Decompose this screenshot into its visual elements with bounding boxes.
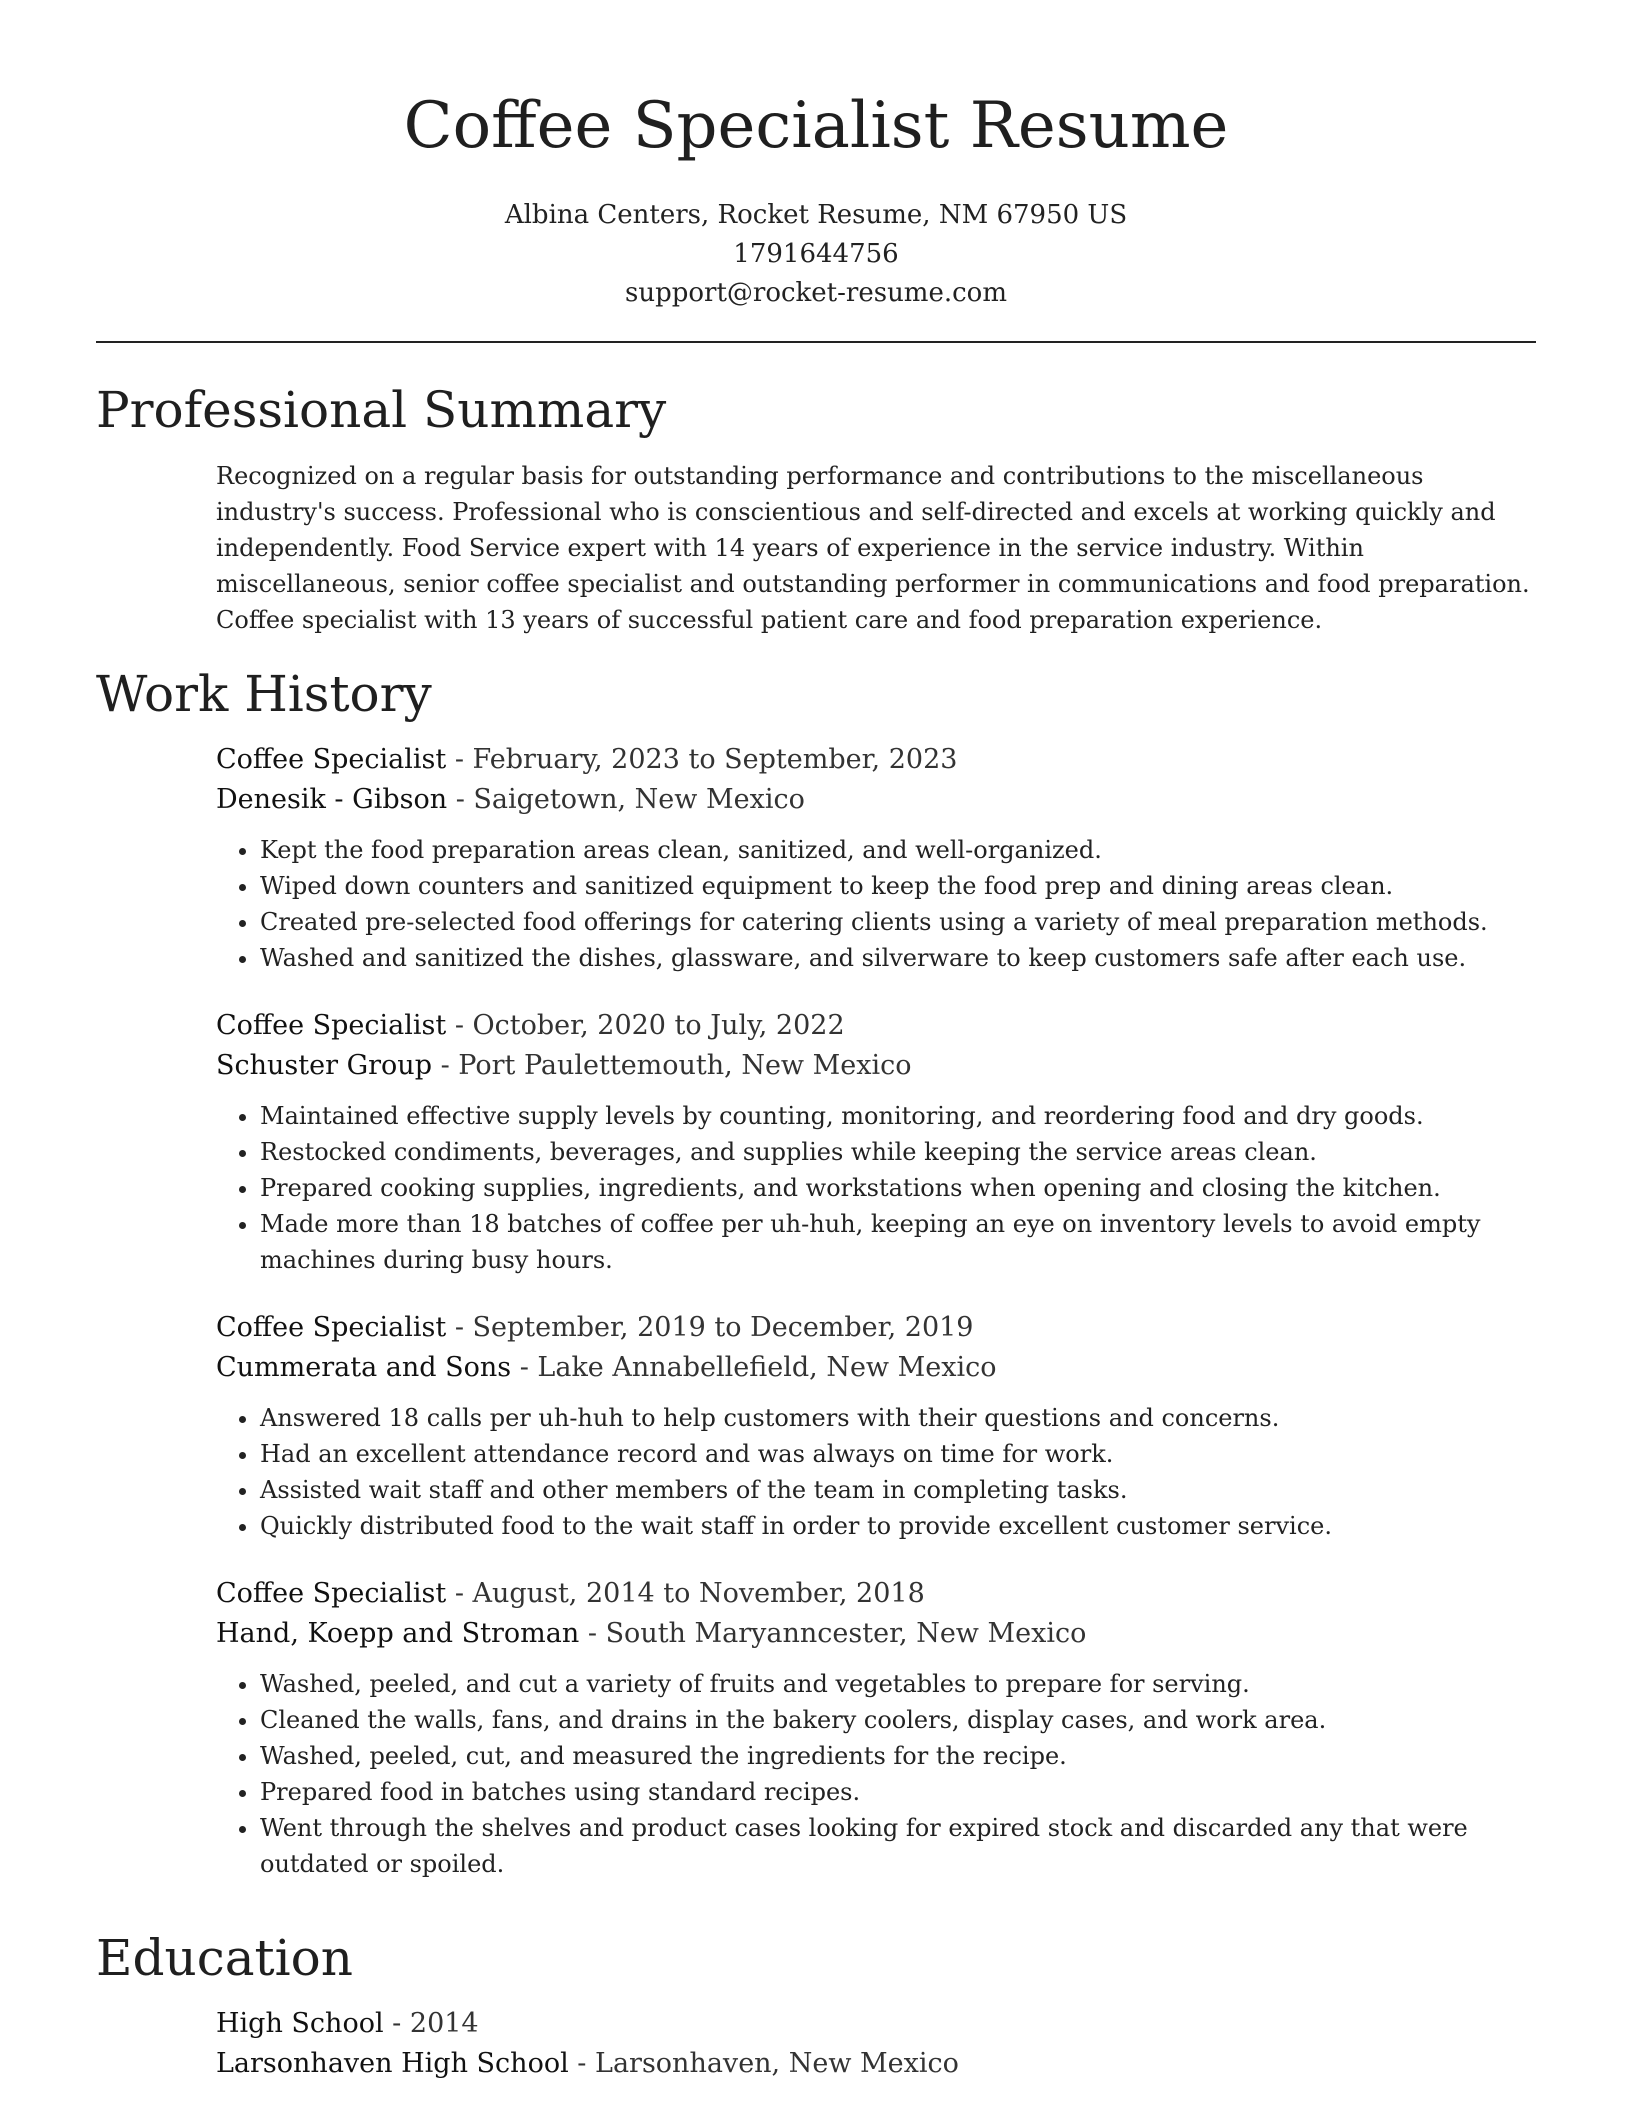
job-role: Coffee Specialist	[216, 1578, 447, 1609]
list-item: • Assisted wait staff and other members of the team in completing tasks.	[260, 1472, 1536, 1508]
jobs-list	[216, 740, 1536, 1882]
job-dates: September, 2019 to December, 2019	[472, 1312, 974, 1343]
job-location: Saigetown, New Mexico	[473, 784, 805, 815]
education-location: Larsonhaven, New Mexico	[595, 2048, 959, 2079]
job-company-line	[216, 1046, 1536, 1086]
work-history-section	[96, 664, 1536, 1882]
separator: -	[446, 744, 473, 775]
education-degree-line	[216, 2004, 1536, 2044]
list-item: • Had an excellent attendance record and was always on time for work.	[260, 1436, 1536, 1472]
list-item: • Cleaned the walls, fans, and drains in the bakery coolers, display cases, and work area.	[260, 1702, 1536, 1738]
job-company: Cummerata and Sons	[216, 1352, 512, 1383]
separator: -	[511, 1352, 538, 1383]
job-entry	[216, 1006, 1536, 1278]
job-title-line	[216, 1006, 1536, 1046]
list-item: • Maintained effective supply levels by counting, monitoring, and reordering food and dry goods.	[260, 1098, 1536, 1134]
separator: -	[579, 1618, 606, 1649]
job-entry	[216, 740, 1536, 976]
job-title-line	[216, 740, 1536, 780]
job-dates: October, 2020 to July, 2022	[472, 1010, 845, 1041]
job-company-line	[216, 1348, 1536, 1388]
education-year: 2014	[409, 2008, 479, 2039]
separator: -	[568, 2048, 596, 2079]
summary-section	[96, 380, 1536, 638]
list-item: • Washed, peeled, cut, and measured the ingredients for the recipe.	[260, 1738, 1536, 1774]
job-entry	[216, 1308, 1536, 1544]
education-school: Larsonhaven High School	[216, 2048, 569, 2079]
list-item: • Quickly distributed food to the wait staff in order to provide excellent customer service.	[260, 1508, 1536, 1544]
education-degree: High School	[216, 2008, 384, 2039]
education-entry	[216, 2004, 1536, 2084]
job-location: Port Paulettemouth, New Mexico	[458, 1050, 912, 1081]
list-item: • Washed and sanitized the dishes, glassware, and silverware to keep customers safe after each use.	[260, 940, 1536, 976]
job-company-line	[216, 1614, 1536, 1654]
list-item: • Prepared cooking supplies, ingredients, and workstations when opening and closing the kitchen.	[260, 1170, 1536, 1206]
separator: -	[446, 1312, 473, 1343]
job-company: Denesik - Gibson	[216, 784, 448, 815]
job-title-line	[216, 1574, 1536, 1614]
list-item: • Kept the food preparation areas clean, sanitized, and well-organized.	[260, 832, 1536, 868]
job-role: Coffee Specialist	[216, 1312, 447, 1343]
job-dates: August, 2014 to November, 2018	[472, 1578, 925, 1609]
list-item: • Created pre-selected food offerings for catering clients using a variety of meal preparation methods.	[260, 904, 1536, 940]
contact-phone: 1791644756	[733, 239, 899, 269]
contact-address: Albina Centers, Rocket Resume, NM 67950 US	[504, 200, 1128, 230]
separator: -	[446, 1578, 473, 1609]
separator: -	[431, 1050, 459, 1081]
job-bullets	[216, 1666, 1536, 1882]
job-role: Coffee Specialist	[216, 1010, 447, 1041]
resume-header	[96, 86, 1536, 313]
job-entry	[216, 1574, 1536, 1882]
job-bullets	[216, 1098, 1536, 1278]
separator: -	[383, 2008, 410, 2039]
job-company: Hand, Koepp and Stroman	[216, 1618, 580, 1649]
education-section	[96, 1928, 1536, 2084]
education-heading: Education	[96, 1929, 353, 1987]
job-location: South Maryanncester, New Mexico	[605, 1618, 1087, 1649]
list-item: • Prepared food in batches using standard recipes.	[260, 1774, 1536, 1810]
list-item: • Made more than 18 batches of coffee per uh-huh, keeping an eye on inventory levels to avoid empty machines during busy hours.	[260, 1206, 1536, 1278]
list-item: • Went through the shelves and product cases looking for expired stock and discarded any that were outdated or spoiled.	[260, 1810, 1536, 1882]
job-title-line	[216, 1308, 1536, 1348]
summary-heading: Professional Summary	[96, 381, 667, 439]
education-body	[216, 2004, 1536, 2084]
job-company-line	[216, 780, 1536, 820]
resume-title: Coffee Specialist Resume	[403, 89, 1229, 163]
list-item: • Restocked condiments, beverages, and supplies while keeping the service areas clean.	[260, 1134, 1536, 1170]
job-bullets	[216, 832, 1536, 976]
list-item: • Washed, peeled, and cut a variety of fruits and vegetables to prepare for serving.	[260, 1666, 1536, 1702]
job-company: Schuster Group	[216, 1050, 432, 1081]
header-divider	[96, 341, 1536, 343]
job-role: Coffee Specialist	[216, 744, 447, 775]
list-item: • Wiped down counters and sanitized equipment to keep the food prep and dining areas clean.	[260, 868, 1536, 904]
job-location: Lake Annabellefield, New Mexico	[537, 1352, 997, 1383]
separator: -	[447, 784, 474, 815]
job-dates: February, 2023 to September, 2023	[472, 744, 958, 775]
contact-email: support@rocket-resume.com	[624, 278, 1007, 308]
job-bullets	[216, 1400, 1536, 1544]
list-item: • Answered 18 calls per uh-huh to help customers with their questions and concerns.	[260, 1400, 1536, 1436]
summary-text: Recognized on a regular basis for outstanding performance and contributions to the miscellaneous industry's success. Professional who is conscientious and self-directed and excels at working quickly and independently. Food Service expert with 14 years of experience in the service industry. Within miscellaneous, senior coffee specialist and outstanding performer in communications and food preparation. Coffee specialist with 13 years of successful patient care and food preparation experience.	[216, 462, 1530, 634]
work-history-heading: Work History	[96, 665, 432, 723]
summary-body	[216, 458, 1536, 638]
separator: -	[446, 1010, 473, 1041]
education-school-line	[216, 2044, 1536, 2084]
